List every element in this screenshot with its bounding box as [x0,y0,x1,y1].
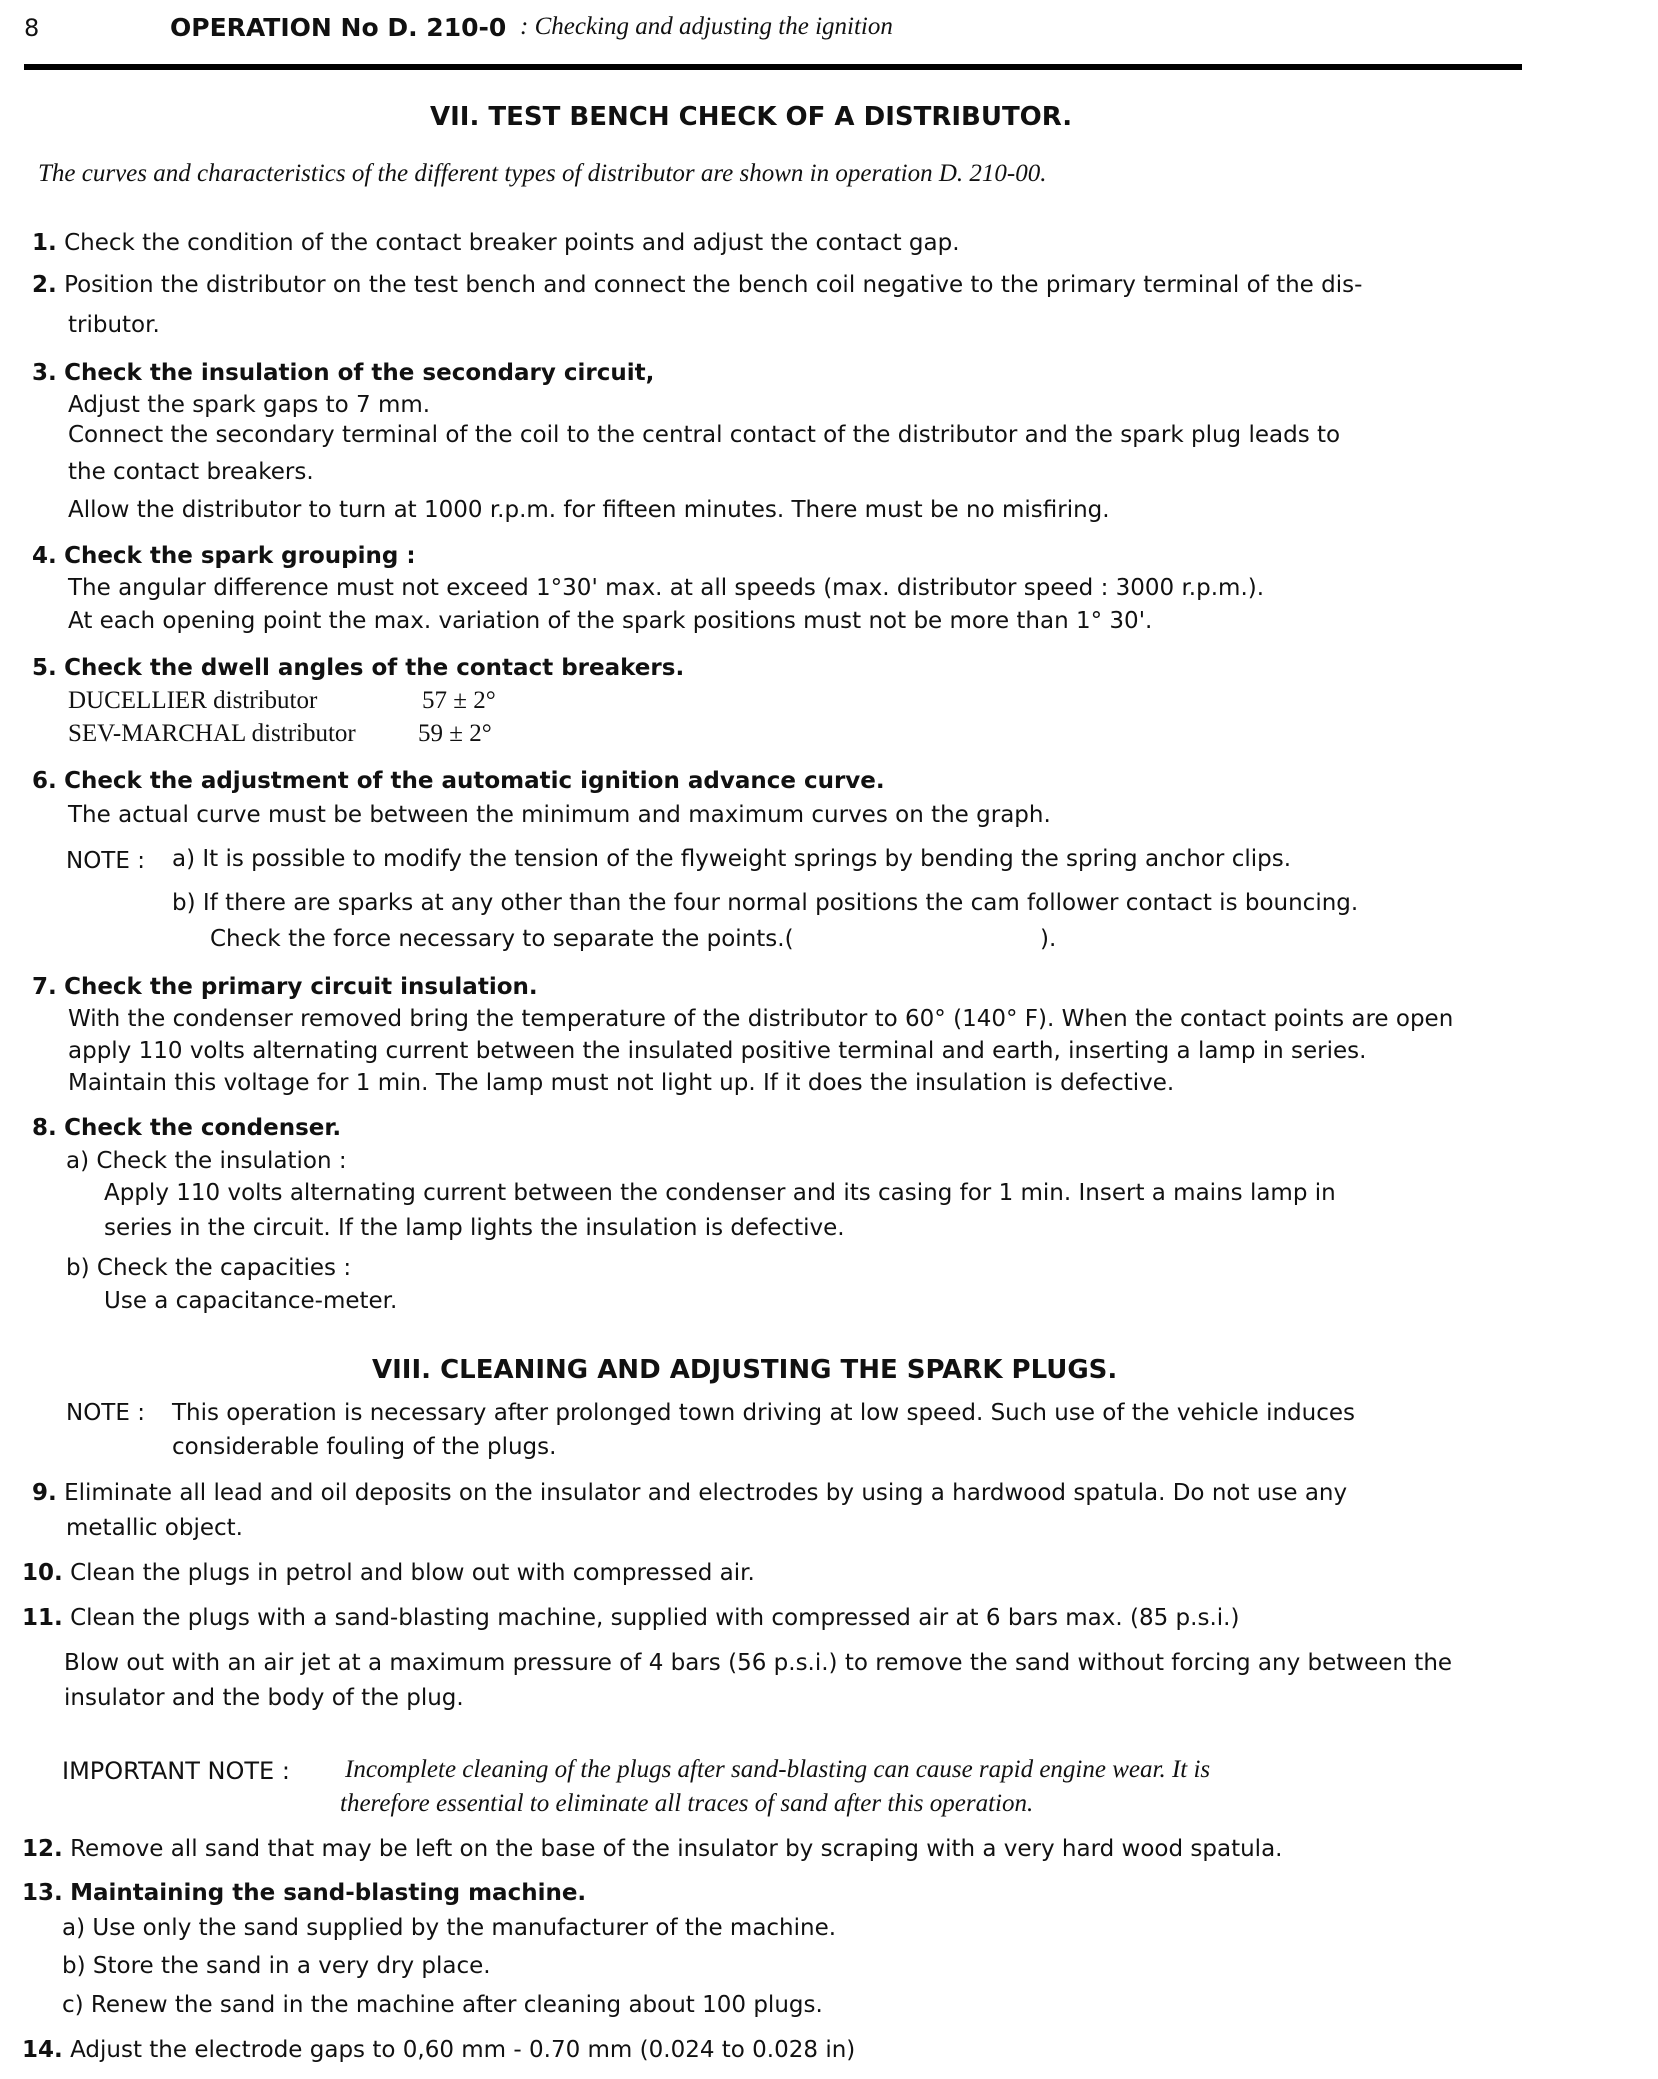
item-text: Check the condition of the contact breaker points and adjust the contact gap. [64,230,960,256]
dwell-name-ducellier: DUCELLIER distributor [68,687,318,714]
note-text: b) If there are sparks at any other than the four normal positions the cam follower contact is bouncing. [172,890,1359,916]
item-text: apply 110 volts alternating current between the insulated positive terminal and earth, inserting a lamp in series. [68,1038,1367,1064]
page-number: 8 [24,14,40,42]
item-heading: Check the insulation of the secondary circuit, [64,360,655,386]
list-item [32,543,416,569]
item-text: The angular difference must not exceed 1°30' max. at all speeds (max. distributor speed : 3000 r.p.m.). [68,575,1265,601]
item-text: Connect the secondary terminal of the coil to the central contact of the distributor and the spark plug leads to [68,422,1341,448]
note-label: NOTE : [66,848,145,874]
item-text: Adjust the spark gaps to 7 mm. [68,392,431,418]
note-text: considerable fouling of the plugs. [172,1434,557,1460]
note-label: NOTE : [66,1400,145,1426]
note-text: a) It is possible to modify the tension of the flyweight springs by bending the spring anchor clips. [172,846,1292,872]
item-number: 4. [32,543,57,569]
item-text: With the condenser removed bring the temperature of the distributor to 60° (140° F). When the contact points are open [68,1006,1454,1032]
operation-subtitle: : Checking and adjusting the ignition [520,13,893,40]
list-item [32,360,654,386]
note-text: ). [1040,926,1057,952]
item-text: metallic object. [66,1515,243,1541]
operation-title: OPERATION No D. 210-0 [170,13,507,42]
item-text: Use a capacitance-meter. [104,1288,398,1314]
item-heading: Check the primary circuit insulation. [64,974,538,1000]
header-rule [24,64,1522,70]
section-intro: The curves and characteristics of the different types of distributor are shown in operation D. 210-00. [38,160,1047,187]
item-heading: Check the adjustment of the automatic ignition advance curve. [64,768,885,794]
list-item [32,655,684,681]
item-text: b) Check the capacities : [66,1255,352,1281]
item-number: 10. [22,1560,63,1586]
item-number: 14. [22,2037,63,2063]
list-item [32,272,1362,298]
note-text: Check the force necessary to separate the points.( [210,926,794,952]
item-text: Apply 110 volts alternating current between the condenser and its casing for 1 min. Insert a mains lamp in [104,1180,1336,1206]
dwell-name-sev-marchal: SEV-MARCHAL distributor [68,720,356,747]
list-item [32,768,885,794]
item-heading: Check the dwell angles of the contact breakers. [64,655,685,681]
item-text: tributor. [68,312,160,338]
item-number: 6. [32,768,57,794]
list-item [22,1836,1282,1862]
list-item [22,1880,586,1906]
item-text: c) Renew the sand in the machine after cleaning about 100 plugs. [62,1992,823,2018]
note-text: This operation is necessary after prolonged town driving at low speed. Such use of the vehicle induces [172,1400,1355,1426]
item-heading: Check the condenser. [64,1115,342,1141]
list-item [22,1560,755,1586]
item-text: Clean the plugs in petrol and blow out with compressed air. [70,1560,755,1586]
item-number: 5. [32,655,57,681]
list-item [22,1605,1239,1631]
dwell-value-sev-marchal: 59 ± 2° [418,720,492,747]
item-number: 1. [32,230,57,256]
item-text: a) Use only the sand supplied by the manufacturer of the machine. [62,1915,837,1941]
important-note-text: Incomplete cleaning of the plugs after sand-blasting can cause rapid engine wear. It is [345,1756,1211,1783]
item-number: 2. [32,272,57,298]
item-text: Eliminate all lead and oil deposits on the insulator and electrodes by using a hardwood spatula. Do not use any [64,1480,1348,1506]
item-text: At each opening point the max. variation of the spark positions must not be more than 1° 30'. [68,608,1153,634]
item-number: 9. [32,1480,57,1506]
section-title: VIII. CLEANING AND ADJUSTING THE SPARK PLUGS. [372,1355,1118,1385]
item-number: 13. [22,1880,63,1906]
item-text: Remove all sand that may be left on the base of the insulator by scraping with a very hard wood spatula. [70,1836,1283,1862]
item-number: 8. [32,1115,57,1141]
item-text: insulator and the body of the plug. [64,1685,464,1711]
list-item [32,1480,1347,1506]
item-text: a) Check the insulation : [66,1148,347,1174]
item-heading: Check the spark grouping : [64,543,416,569]
important-note-text: therefore essential to eliminate all traces of sand after this operation. [340,1790,1034,1817]
list-item [32,1115,341,1141]
item-heading: Maintaining the sand-blasting machine. [70,1880,587,1906]
item-number: 11. [22,1605,63,1631]
item-text: The actual curve must be between the minimum and maximum curves on the graph. [68,802,1051,828]
item-text: Position the distributor on the test bench and connect the bench coil negative to the primary terminal of the dis- [64,272,1363,298]
list-item [32,230,960,256]
item-number: 12. [22,1836,63,1862]
list-item [22,2037,855,2063]
important-note-label: IMPORTANT NOTE : [62,1757,290,1785]
item-text: series in the circuit. If the lamp lights the insulation is defective. [104,1215,845,1241]
section-title: VII. TEST BENCH CHECK OF A DISTRIBUTOR. [430,102,1073,132]
item-text: the contact breakers. [68,459,314,485]
item-text: Adjust the electrode gaps to 0,60 mm - 0.70 mm (0.024 to 0.028 in) [70,2037,856,2063]
list-item [32,974,538,1000]
item-text: b) Store the sand in a very dry place. [62,1953,491,1979]
item-number: 7. [32,974,57,1000]
dwell-value-ducellier: 57 ± 2° [422,687,496,714]
item-number: 3. [32,360,57,386]
item-text: Clean the plugs with a sand-blasting machine, supplied with compressed air at 6 bars max. (85 p.s.i.) [70,1605,1240,1631]
item-text: Maintain this voltage for 1 min. The lamp must not light up. If it does the insulation is defective. [68,1070,1175,1096]
item-text: Allow the distributor to turn at 1000 r.p.m. for fifteen minutes. There must be no misfiring. [68,497,1110,523]
item-text: Blow out with an air jet at a maximum pressure of 4 bars (56 p.s.i.) to remove the sand without forcing any between the [64,1650,1453,1676]
